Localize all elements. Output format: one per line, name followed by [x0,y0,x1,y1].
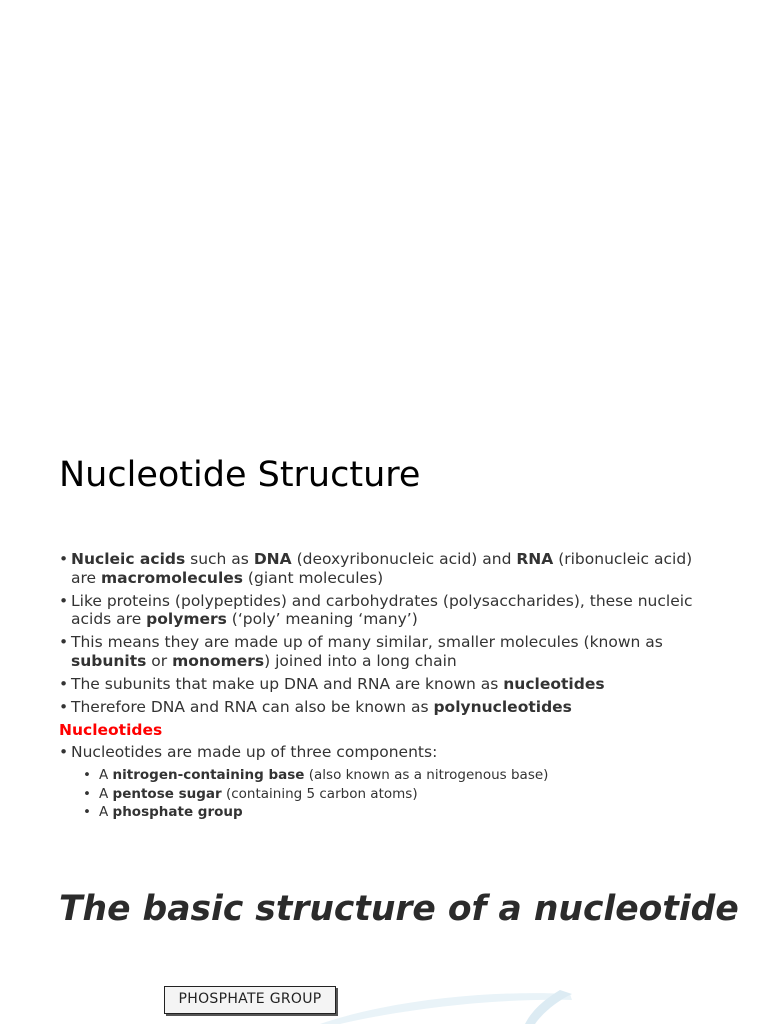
bullet-item [59,592,709,629]
bold-term: polymers [146,610,227,628]
text-run: This means they are made up of many similar, smaller molecules (known as [71,633,663,651]
bullet-item [59,675,709,694]
text-run: A [99,785,113,802]
component-item [59,766,709,785]
text-run: (ribonucleic acid) are [71,550,693,587]
bullet-item [59,698,709,717]
bullet-item [59,550,709,587]
phosphate-group-label: PHOSPHATE GROUP [164,986,336,1014]
bold-term: nucleotides [503,674,605,693]
text-run: ) joined into a long chain [264,651,457,670]
bold-term: RNA [516,550,554,568]
bullet-item [59,633,709,670]
bullet-item-intro: • Nucleotides are made up of three components: [59,743,709,762]
text-run: (‘poly’ meaning ‘many’) [226,610,418,628]
content-body [59,550,709,822]
bullet-list [59,550,709,716]
text-run: The subunits that make up DNA and RNA are known as [71,674,504,693]
bold-term: monomers [172,651,265,670]
bold-term: subunits [71,651,147,670]
bold-term: pentose sugar [112,785,222,802]
text-run: (giant molecules) [243,568,384,587]
text-run: such as [185,550,254,568]
text-run: (also known as a nitrogenous base) [304,767,549,783]
bold-term: Nucleic acids [71,550,186,568]
text-run: A [99,767,113,783]
component-item [59,803,709,822]
text-run: Therefore DNA and RNA can also be known as [71,697,434,716]
component-list [59,766,709,822]
nucleotide-diagram [160,980,580,1024]
bold-term: polynucleotides [433,697,572,716]
text-run: (containing 5 carbon atoms) [221,785,418,802]
page-title: Nucleotide Structure [59,455,421,495]
text-run: A [99,804,113,820]
bold-term: nitrogen-containing base [112,767,305,783]
structure-heading: The basic structure of a nucleotide [59,889,739,929]
text-run: (deoxyribonucleic acid) and [291,550,517,568]
bold-term: macromolecules [101,568,243,587]
text-run: Like proteins (polypeptides) and carbohydrates (polysaccharides), these nucleic acids are [71,591,693,628]
section-heading-nucleotides: Nucleotides [59,720,163,739]
diagram-swoosh-graphic [310,980,580,1024]
component-item [59,785,709,804]
bold-term: phosphate group [112,804,243,820]
text-run: or [146,651,173,670]
bold-term: DNA [253,550,292,568]
